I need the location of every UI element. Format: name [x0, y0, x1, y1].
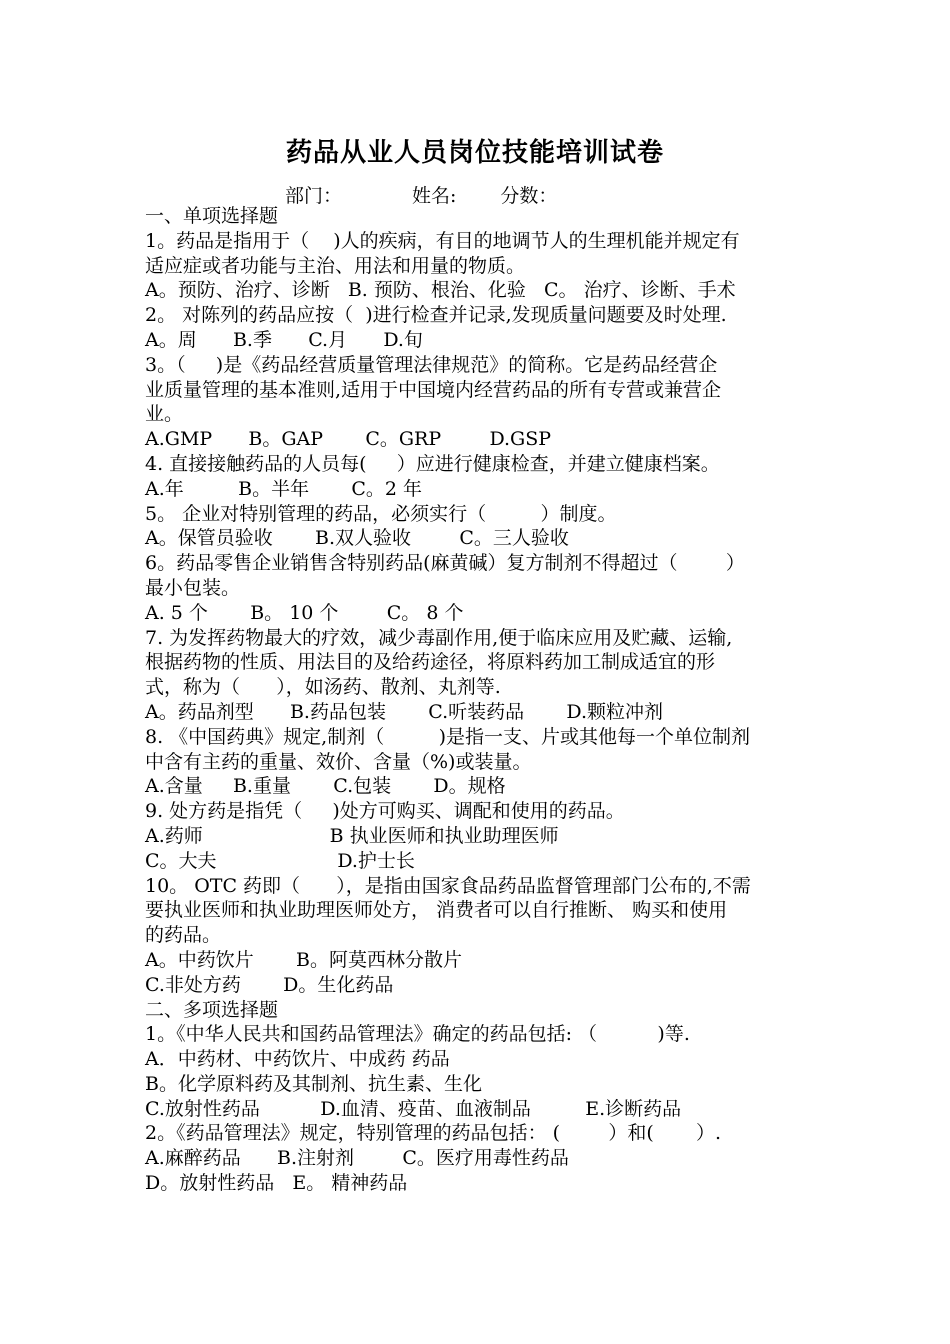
- text-line: B。化学原料药及其制剂、抗生素、生化: [145, 1072, 482, 1095]
- score-label: 分数：: [500, 185, 558, 207]
- exam-body: [145, 204, 810, 1196]
- text-line: 5。 企业对特别管理的药品，必须实行（ ）制度。: [145, 502, 617, 525]
- text-line: C.非处方药 D。生化药品: [145, 973, 394, 996]
- department-label: 部门：: [285, 185, 343, 207]
- text-line: 1。《中华人民共和国药品管理法》确定的药品包括: （ )等.: [145, 1023, 690, 1046]
- text-line: 4. 直接接触药品的人员每( ）应进行健康检查，并建立健康档案。: [145, 452, 720, 475]
- text-line: 适应症或者功能与主治、用法和用量的物质。: [145, 254, 526, 277]
- text-line: 2。《药品管理法》规定，特别管理的药品包括： ( ）和( ）.: [145, 1122, 722, 1145]
- text-line: A.GMP B。GAP C。GRP D.GSP: [145, 428, 552, 451]
- text-line: 要执业医师和执业助理医师处方， 消费者可以自行推断、 购买和使用: [145, 899, 728, 922]
- text-line: 10。 OTC 药即（ ），是指由国家食品药品监督管理部门公布的,不需: [145, 874, 751, 897]
- text-line: A. 5 个 B。 10 个 C。 8 个: [145, 601, 464, 624]
- text-line: 7. 为发挥药物最大的疗效，减少毒副作用,便于临床应用及贮藏、运输,: [145, 626, 733, 649]
- text-line: A。中药饮片 B。阿莫西林分散片: [145, 948, 462, 971]
- text-line: D。放射性药品 E。 精神药品: [145, 1172, 408, 1195]
- text-line: A.药师 B 执业医师和执业助理医师: [145, 824, 559, 847]
- text-line: A。预防、治疗、诊断 B. 预防、根治、化验 C。 治疗、诊断、手术: [145, 279, 736, 302]
- text-line: A.含量 B.重量 C.包装 D。规格: [145, 775, 506, 798]
- text-line: A.麻醉药品 B.注射剂 C。医疗用毒性药品: [145, 1147, 569, 1170]
- name-label: 姓名:: [412, 185, 457, 207]
- text-line: 式，称为（ ），如汤药、散剂、丸剂等.: [145, 676, 501, 699]
- text-line: 3。（ )是《药品经营质量管理法律规范》的简称。它是药品经营企: [145, 353, 718, 376]
- text-line: 根据药物的性质、用法目的及给药途径，将原料药加工制成适宜的形: [145, 651, 716, 674]
- text-line: A。药品剂型 B.药品包装 C.听装药品 D.颗粒冲剂: [145, 700, 664, 723]
- text-line: 6。药品零售企业销售含特别药品(麻黄碱）复方制剂不得超过（ ）: [145, 552, 745, 575]
- text-line: 业。: [145, 403, 184, 426]
- text-line: 的药品。: [145, 924, 222, 947]
- text-line: C。大夫 D.护士长: [145, 849, 415, 872]
- text-line: A．中药材、中药饮片、中成药 药品: [145, 1048, 450, 1071]
- text-line: 业质量管理的基本准则,适用于中国境内经营药品的所有专营或兼营企: [145, 378, 722, 401]
- page-title: 药品从业人员岗位技能培训试卷: [285, 138, 664, 168]
- text-line: 1。药品是指用于（ )人的疾病，有目的地调节人的生理机能并规定有: [145, 229, 740, 252]
- text-line: 8. 《中国药典》规定,制剂（ )是指一支、片或其他每一个单位制剂: [145, 725, 750, 748]
- text-line: 二、多项选择题: [145, 998, 279, 1021]
- text-line: 2。 对陈列的药品应按（ )进行检查并记录,发现质量问题要及时处理.: [145, 304, 727, 327]
- text-line: 最小包装。: [145, 576, 241, 599]
- text-line: A。保管员验收 B.双人验收 C。三人验收: [145, 527, 569, 550]
- text-line: C.放射性药品 D.血清、疫苗、血液制品 E.诊断药品: [145, 1097, 682, 1120]
- text-line: 中含有主药的重量、效价、含量（%)或装量。: [145, 750, 532, 773]
- text-line: 9. 处方药是指凭（ )处方可购买、调配和使用的药品。: [145, 800, 625, 823]
- text-line: A.年 B。半年 C。2 年: [145, 477, 423, 500]
- text-line: A。周 B.季 C.月 D.旬: [145, 328, 423, 351]
- text-line: 一、单项选择题: [145, 205, 279, 227]
